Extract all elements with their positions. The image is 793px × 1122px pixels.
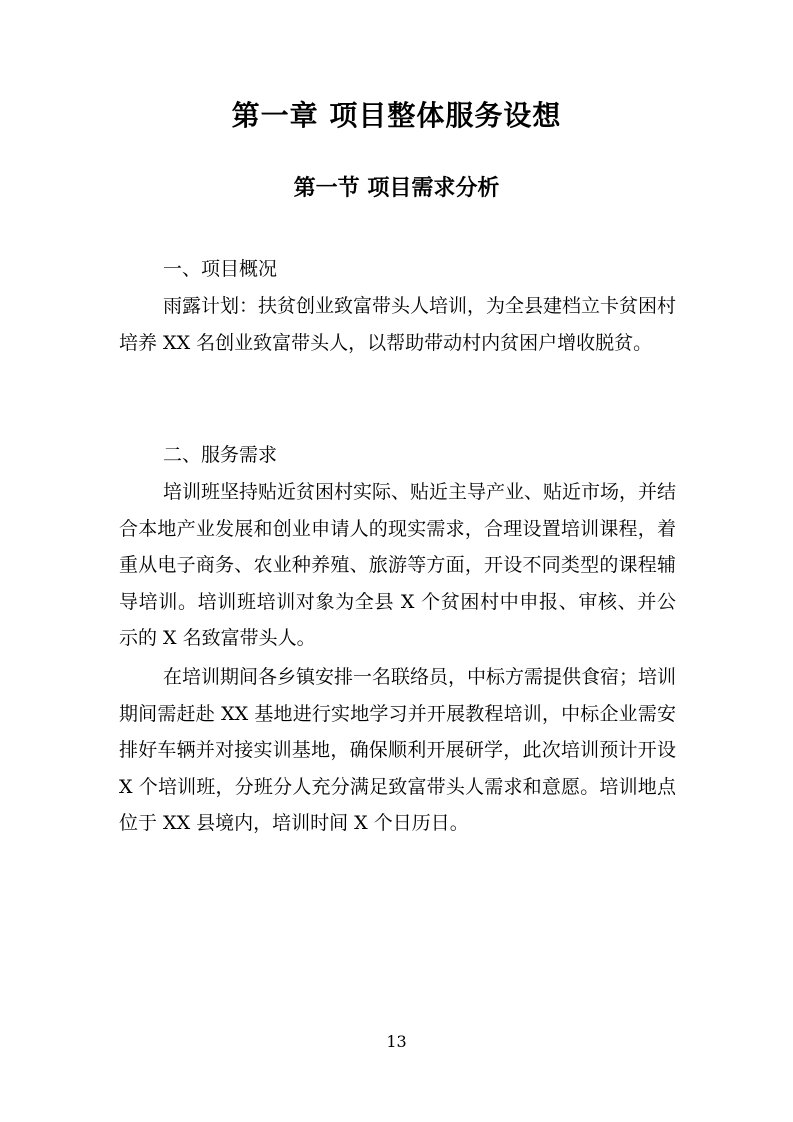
page-number: 13 xyxy=(386,1032,407,1051)
chapter-title: 第一章 项目整体服务设想 xyxy=(231,99,562,132)
section-heading-overview: 一、项目概况 xyxy=(163,258,278,280)
section-title: 第一节 项目需求分析 xyxy=(293,176,500,201)
paragraph-requirements-2: 在培训期间各乡镇安排一名联络员，中标方需提供食宿；培训期间需赶赴 XX 基地进行实地学习并开展教程培训，中标企业需安排好车辆并对接实训基地，确保顺利开展研学，此次培训预计开设 X 个培训班，分班分人充分满足致富带头人需求和意愿。培训地点位于 XX 县境内，培训时间 X 个日历日。 xyxy=(119,666,677,834)
paragraph-overview: 雨露计划：扶贫创业致富带头人培训，为全县建档立卡贫困村培养 XX 名创业致富带头人，以帮助带动村内贫困户增收脱贫。 xyxy=(119,295,677,354)
paragraph-requirements-1: 培训班坚持贴近贫困村实际、贴近主导产业、贴近市场，并结合本地产业发展和创业申请人的现实需求，合理设置培训课程，着重从电子商务、农业种养殖、旅游等方面，开设不同类型的课程辅导培训。培训班培训对象为全县 X 个贫困村中申报、审核、并公示的 X 名致富带头人。 xyxy=(119,481,677,649)
section-heading-requirements: 二、服务需求 xyxy=(163,444,278,466)
